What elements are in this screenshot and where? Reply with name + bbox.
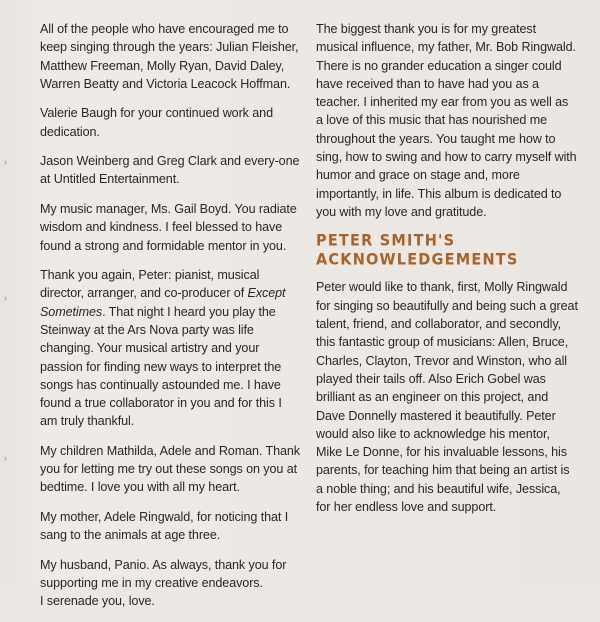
- paragraph-mother: My mother, Adele Ringwald, for noticing that I sang to the animals at age three.: [40, 509, 289, 543]
- paragraph-peter-text-end: . That night I heard you play the Steinway at the Ars Nova party was life changing. Your musical artistry and your passion for finding new ways to interpret the songs has continually astounded me. I have found a true collaborator in you and for this I am truly thankful.: [40, 304, 282, 429]
- page-edge-mark: ›: [4, 293, 7, 303]
- page-edge-mark: ›: [4, 453, 7, 463]
- paragraph-husband-line2: I serenade you, love.: [40, 594, 155, 609]
- page-edge-mark: ›: [4, 157, 7, 167]
- paragraph-peter-text-start: Thank you again, Peter: pianist, musical director, arranger, and co-producer of: [40, 268, 260, 301]
- paragraph-peter-acknowledgements: Peter would like to thank, first, Molly Ringwald for singing so beautifully and being such a great talent, friend, and collaborator, and secondly, this fantastic group of musicians: Allen, Bruce, Charles, Clayton, Trevor and Winston, who all played their tails off. Also Erich Gobel was brilliant as an engineer on this project, and Dave Donnelly mastered it beautifully. Peter would also like to acknowledge his mentor, Mike Le Donne, for his invaluable lessons, his parents, for teaching him that being an artist is a noble thing; and his beautiful wife, Jessica, for her endless love and support.: [316, 280, 578, 515]
- paragraph-untitled: Jason Weinberg and Greg Clark and every-one at Untitled Entertainment.: [40, 154, 300, 187]
- paragraph-valerie: Valerie Baugh for your continued work and dedication.: [40, 106, 273, 139]
- paragraph-manager: My music manager, Ms. Gail Boyd. You radiate wisdom and kindness. I feel blessed to have found a strong and formidable mentor in you.: [40, 201, 297, 253]
- paragraph-father: The biggest thank you is for my greatest musical influence, my father, Mr. Bob Ringwald. There is no grander education a singer could have received than to have had you as a teacher. I inherited my ear from you as well as a love of this music that has nourished me throughout the years. You taught me how to sing, how to swing and how to carry myself with humor and grace on stage and, more importantly, in life. This album is dedicated to you with my love and gratitude.: [316, 22, 577, 219]
- section-heading-line1: PETER SMITH'S: [316, 232, 456, 251]
- section-heading: [316, 232, 578, 270]
- section-heading-line2: ACKNOWLEDGEMENTS: [316, 251, 519, 270]
- album-title: Except Sometimes: [40, 286, 286, 319]
- paragraph-peter: [40, 266, 302, 431]
- paragraph-children: My children Mathilda, Adele and Roman. Thank you for letting me try out these songs on you at bedtime. I love you with all my heart.: [40, 443, 300, 495]
- left-column: [40, 20, 302, 622]
- right-column: [316, 20, 578, 528]
- paragraph-encouragers: All of the people who have encouraged me to keep singing through the years: Julian Fleisher, Matthew Freeman, Molly Ryan, David Daley, Warren Beatty and Victoria Leacock Hoffman.: [40, 22, 299, 91]
- paragraph-husband-line1: My husband, Panio. As always, thank you for supporting me in my creative endeavors.: [40, 557, 287, 591]
- paragraph-husband: [40, 556, 302, 611]
